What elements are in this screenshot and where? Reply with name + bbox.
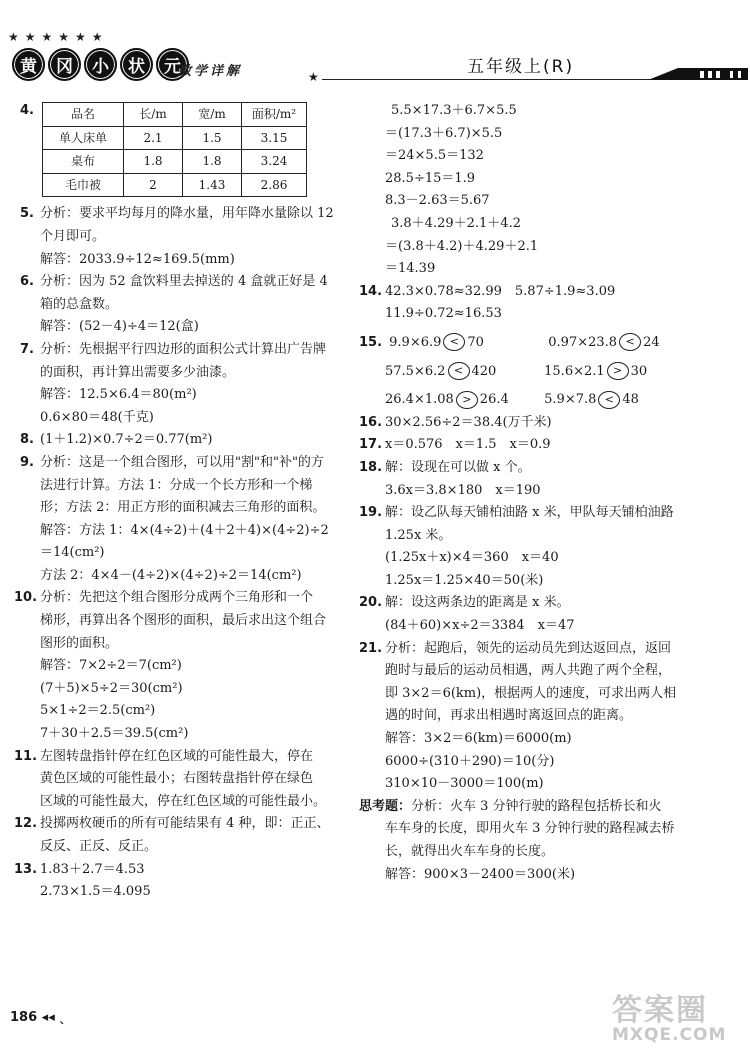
table-cell: 毛巾被	[43, 173, 124, 197]
answer-line	[359, 457, 740, 480]
solution-text: 解答：7×2÷2＝7(cm²)	[40, 658, 182, 674]
answer-line	[359, 281, 740, 304]
solution-text: ＝(17.3＋6.7)×5.5	[385, 125, 503, 141]
answer-line	[20, 203, 380, 226]
compare-sign: <	[619, 333, 641, 351]
solution-text: 2.73×1.5＝4.095	[40, 884, 151, 900]
compare-right: 26.4	[479, 392, 509, 408]
left-column	[14, 100, 380, 904]
compare-item	[385, 389, 540, 412]
compare-sign: <	[448, 362, 470, 380]
answer-line	[359, 332, 740, 355]
watermark	[612, 985, 742, 1043]
table-cell: 2.86	[242, 173, 307, 197]
compare-right: 70	[467, 334, 484, 350]
question-number: 10.	[14, 590, 38, 606]
solution-text: 解答：(52－4)÷4＝12(盒)	[40, 319, 199, 335]
solution-text: 解答：900×3－2400＝300(米)	[385, 866, 576, 882]
table-row	[43, 126, 307, 150]
solution-text: x＝0.576 x＝1.5 x＝0.9	[385, 437, 551, 453]
table-cell: 3.24	[242, 150, 307, 174]
solution-text: 11.9÷0.72≈16.53	[385, 306, 502, 322]
compare-sign: <	[443, 333, 465, 351]
compare-right: 420	[471, 363, 497, 379]
answer-line	[20, 271, 380, 294]
question-number: 21.	[359, 640, 383, 656]
star-icon: ★	[308, 70, 319, 84]
solution-text: 42.3×0.78≈32.99 5.87÷1.9≈3.09	[385, 283, 616, 299]
analysis-text: 图形的面积。	[40, 635, 119, 651]
logo-char: 冈	[48, 48, 81, 81]
analysis-text: 个月即可。	[40, 228, 106, 244]
header-decoration	[648, 66, 748, 84]
logo-char: 状	[120, 48, 153, 81]
logo-char: 黄	[12, 48, 45, 81]
table-cell: 2.1	[124, 126, 183, 150]
answer-line	[14, 746, 380, 769]
table-cell: 2	[124, 173, 183, 197]
solution-text: ＝14(cm²)	[40, 545, 105, 561]
answer-line	[385, 389, 740, 412]
solution-text: 6000÷(310＋290)＝10(分)	[385, 753, 555, 769]
answer-line	[14, 859, 380, 882]
solution-text: (1.25x＋x)×4＝360 x＝40	[385, 550, 559, 566]
solution-text: 解答：3×2＝6(km)＝6000(m)	[385, 731, 572, 747]
logo-char: 元	[156, 48, 189, 81]
watermark-title: 答案圈	[612, 993, 708, 1028]
solution-text: 310×10－3000＝100(m)	[385, 776, 544, 792]
table-header: 面积/m²	[242, 103, 307, 127]
analysis-text: 即 3×2＝6(km)，根据两人的速度，可求出两人相	[385, 685, 677, 701]
compare-left: 15.6×2.1	[544, 363, 605, 379]
answer-line	[14, 587, 380, 610]
question-number: 7.	[20, 341, 34, 357]
solution-text: 1.83＋2.7＝4.53	[40, 861, 145, 877]
answer-text: 黄色区域的可能性最小；右图转盘指针停在绿色	[40, 771, 314, 787]
analysis-text: 的面积，再计算出需要多少油漆。	[40, 364, 236, 380]
solution-text: 8.3－2.63＝5.67	[385, 193, 490, 209]
compare-right: 24	[643, 334, 660, 350]
table-header: 品名	[43, 103, 124, 127]
answer-line	[14, 813, 380, 836]
solution-text: ＝14.39	[385, 261, 436, 277]
analysis-text: 形；方法 2：用正方形的面积减去三角形的面积。	[40, 500, 326, 516]
question-number: 6.	[20, 274, 34, 290]
answer-text: 投掷两枚硬币的所有可能结果有 4 种，即：正正、	[40, 816, 330, 832]
page-number	[10, 1010, 66, 1025]
compare-left: 5.9×7.8	[544, 392, 597, 408]
watermark-url: MXQE.COM	[612, 1025, 727, 1045]
analysis-text: 分析：先根据平行四边形的面积公式计算出广告牌	[40, 341, 327, 357]
solution-text: 解：设现在可以做 x 个。	[385, 459, 531, 475]
page-number-text: 186	[10, 1010, 38, 1025]
question-number: 12.	[14, 816, 38, 832]
solution-text: ＝(3.8＋4.2)＋4.29＋2.1	[385, 238, 539, 254]
table-cell: 3.15	[242, 126, 307, 150]
solution-text: ＝24×5.5＝132	[385, 148, 484, 164]
question-number: 4.	[20, 103, 34, 118]
solution-text: 解答：方法 1：4×(4÷2)＋(4＋2＋4)×(4÷2)÷2	[40, 522, 329, 538]
think-question-label: 思考题：	[359, 798, 412, 814]
analysis-text: 分析：因为 52 盒饮料里去掉送的 4 盒就正好是 4	[40, 274, 328, 290]
answer-text: 区域的可能性最大，停在红色区域的可能性最小。	[40, 793, 327, 809]
compare-right: 30	[630, 363, 648, 379]
solution-text: 7＋30＋2.5＝39.5(cm²)	[40, 726, 189, 742]
right-column	[359, 100, 740, 886]
answer-text: 左图转盘指针停在红色区域的可能性最大，停在	[40, 748, 314, 764]
compare-item	[389, 332, 544, 355]
answer-line	[359, 638, 740, 661]
solution-text: 解：设乙队每天铺柏油路 x 米，甲队每天铺柏油路	[385, 505, 674, 521]
analysis-text: 梯形，再算出各个图形的面积，最后求出这个组合	[40, 613, 327, 629]
answer-line	[359, 412, 740, 435]
page-header	[0, 0, 750, 95]
analysis-text: 长，就得出火车车身的长度。	[385, 844, 555, 859]
table-row	[43, 150, 307, 174]
table-header: 长/m	[124, 103, 183, 127]
solution-text: 3.8＋4.29＋2.1＋4.2	[391, 215, 521, 231]
answer-line	[359, 434, 740, 457]
solution-text: 3.6x＝3.8×180 x＝190	[385, 482, 541, 498]
brand-subtitle: 数学详解	[178, 64, 243, 79]
analysis-text: 分析：火车 3 分钟行驶的路程包括桥长和火	[411, 798, 662, 814]
grade-label: 五年级上(R)	[467, 57, 575, 77]
solution-text: (84＋60)×x÷2＝3384 x＝47	[385, 618, 575, 634]
analysis-text: 分析：先把这个组合图形分成两个三角形和一个	[40, 590, 314, 606]
solution-text: 1.25x 米。	[385, 527, 452, 543]
analysis-text: 遇的时间，再求出相遇时离返回点的距离。	[385, 708, 633, 724]
question-number: 13.	[14, 861, 38, 877]
compare-sign: <	[598, 391, 620, 409]
solution-text: 28.5÷15＝1.9	[385, 170, 476, 186]
analysis-text: 车车身的长度，即用火车 3 分钟行驶的路程减去桥	[385, 821, 675, 837]
solution-text: 1.25x＝1.25×40＝50(米)	[385, 572, 544, 588]
table-cell: 单人床单	[43, 126, 124, 150]
question-number: 16.	[359, 414, 383, 430]
question-number: 9.	[20, 454, 34, 470]
question-number: 18.	[359, 459, 383, 475]
analysis-text: 法进行计算。方法 1：分成一个长方形和一个梯	[40, 477, 313, 493]
table-row	[43, 173, 307, 197]
question-number: 14.	[359, 283, 383, 299]
table-cell: 1.5	[183, 126, 242, 150]
answer-line	[20, 429, 380, 452]
compare-item	[544, 364, 647, 379]
compare-sign: >	[607, 362, 629, 380]
solution-text: (1＋1.2)×0.7÷2＝0.77(m²)	[40, 432, 213, 448]
solution-text: 0.6×80＝48(千克)	[40, 409, 154, 425]
compare-left: 57.5×6.2	[385, 363, 446, 379]
star-decoration: ★★★★★★	[8, 30, 109, 44]
compare-left: 0.97×23.8	[548, 334, 618, 350]
answer-line	[20, 452, 380, 475]
brand-logo	[12, 48, 192, 81]
answer-text: 反反、正反、反正。	[40, 839, 158, 854]
table-cell: 1.8	[183, 150, 242, 174]
compare-left: 26.4×1.08	[385, 392, 454, 408]
question-number: 20.	[359, 595, 383, 611]
answer-line	[359, 592, 740, 615]
solution-text: 方法 2：4×4－(4÷2)×(4÷2)÷2＝14(cm²)	[40, 567, 302, 583]
compare-right: 48	[622, 392, 639, 408]
answer-table	[42, 102, 307, 197]
answer-line	[359, 502, 740, 525]
question-number: 15.	[359, 334, 383, 350]
table-cell: 1.8	[124, 150, 183, 174]
analysis-text: 跑时与最后的运动员相遇，两人共跑了两个全程，	[385, 663, 672, 679]
table-header: 宽/m	[183, 103, 242, 127]
solution-text: 解：设这两条边的距离是 x 米。	[385, 595, 570, 611]
table-cell: 1.43	[183, 173, 242, 197]
solution-text: 解答：2033.9÷12≈169.5(mm)	[40, 251, 235, 267]
analysis-text: 箱的总盒数。	[40, 296, 119, 312]
compare-item	[548, 335, 659, 350]
question-number: 8.	[20, 432, 34, 448]
solution-text: (7＋5)×5÷2＝30(cm²)	[40, 680, 183, 696]
analysis-text: 分析：要求平均每月的降水量，用年降水量除以 12	[40, 206, 334, 222]
solution-text: 5.5×17.3＋6.7×5.5	[391, 103, 517, 118]
solution-text: 解答：12.5×6.4＝80(m²)	[40, 387, 197, 403]
answer-line	[20, 339, 380, 362]
table-cell: 桌布	[43, 150, 124, 174]
compare-sign: >	[456, 391, 478, 409]
answer-line	[359, 796, 740, 819]
solution-text: 30×2.56÷2＝38.4(万千米)	[385, 414, 552, 430]
question-number: 11.	[14, 748, 38, 764]
question-number: 5.	[20, 206, 34, 222]
analysis-text: 分析：这是一个组合图形，可以用"割"和"补"的方	[40, 454, 324, 470]
compare-left: 9.9×6.9	[389, 334, 442, 350]
solution-text: 5×1÷2＝2.5(cm²)	[40, 703, 156, 719]
header-rule	[322, 79, 652, 80]
answer-line	[385, 361, 740, 384]
logo-char: 小	[84, 48, 117, 81]
question-number: 17.	[359, 437, 383, 453]
question-number: 19.	[359, 505, 383, 521]
compare-item	[544, 392, 639, 407]
page-arrow-icon: ◂◂ ˎ	[37, 1010, 66, 1025]
analysis-text: 分析：起跑后，领先的运动员先到达返回点，返回	[385, 640, 672, 656]
compare-item	[385, 361, 540, 384]
